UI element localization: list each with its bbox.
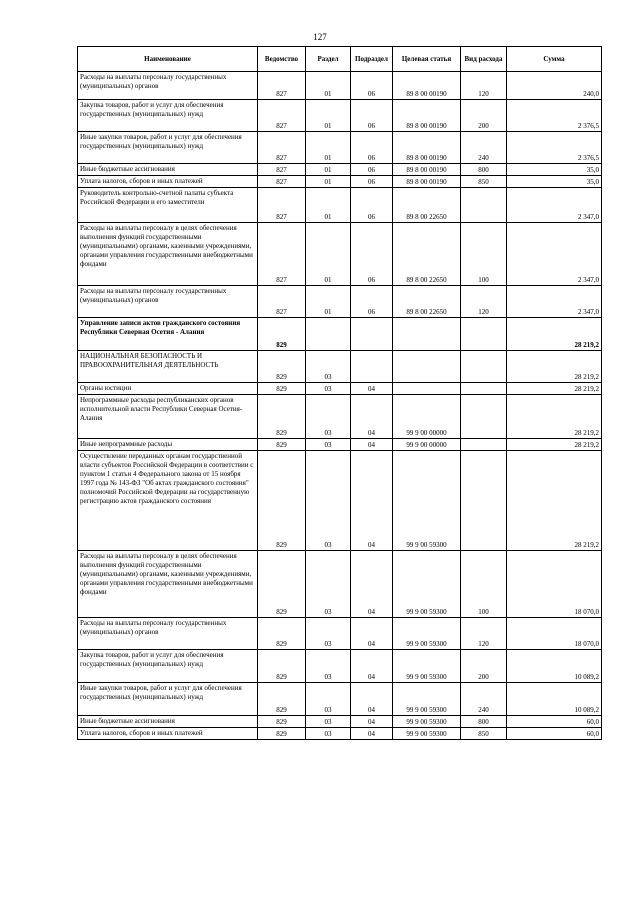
- section-cell: 03: [306, 683, 351, 716]
- kind-cell: [461, 439, 507, 451]
- subsection-cell: 04: [351, 650, 393, 683]
- sum-cell: 28 219,2: [507, 451, 602, 551]
- dept-cell: 827: [258, 132, 306, 164]
- target-cell: 99 9 00 59300: [393, 551, 461, 618]
- target-cell: 89 8 00 22650: [393, 286, 461, 318]
- header-subsection: Подраздел: [351, 47, 393, 72]
- header-sum: Сумма: [507, 47, 602, 72]
- kind-cell: 240: [461, 132, 507, 164]
- header-name: Наименование: [78, 47, 258, 72]
- kind-cell: 100: [461, 223, 507, 286]
- dept-cell: 829: [258, 351, 306, 383]
- table-row: [78, 72, 602, 100]
- target-cell: 99 9 00 59300: [393, 618, 461, 650]
- header-dept: Ведомство: [258, 47, 306, 72]
- sum-cell: 18 070,0: [507, 618, 602, 650]
- sum-cell: 2 347,0: [507, 286, 602, 318]
- sum-cell: 28 219,2: [507, 439, 602, 451]
- subsection-cell: 06: [351, 100, 393, 132]
- subsection-cell: 06: [351, 132, 393, 164]
- table-header: [78, 47, 602, 72]
- target-cell: 99 9 00 59300: [393, 451, 461, 551]
- kind-cell: [461, 395, 507, 439]
- dept-cell: 829: [258, 683, 306, 716]
- subsection-cell: 06: [351, 188, 393, 223]
- dept-cell: 827: [258, 286, 306, 318]
- dept-cell: 827: [258, 100, 306, 132]
- header-section: Раздел: [306, 47, 351, 72]
- sum-cell: 60,0: [507, 716, 602, 728]
- subsection-cell: 04: [351, 716, 393, 728]
- target-cell: [393, 318, 461, 351]
- name-cell: Закупка товаров, работ и услуг для обеспечения государственных (муниципальных) нужд: [78, 650, 258, 683]
- table-row: [78, 683, 602, 716]
- sum-cell: 18 070,0: [507, 551, 602, 618]
- table-row: [78, 551, 602, 618]
- target-cell: 99 9 00 59300: [393, 716, 461, 728]
- table-body: [78, 72, 602, 740]
- target-cell: [393, 351, 461, 383]
- table-row: [78, 650, 602, 683]
- name-cell: Закупка товаров, работ и услуг для обеспечения государственных (муниципальных) нужд: [78, 100, 258, 132]
- section-cell: 01: [306, 223, 351, 286]
- name-cell: Осуществление переданных органам государственной власти субъектов Российской Федерации в соответствии с пунктом 1 статьи 4 Федерального закона от 15 ноября 1997 года № 143-ФЗ "Об актах гражданского состояния" полномочий Российской Федерации на государственную регистрацию актов гражданского состояния: [78, 451, 258, 551]
- sum-cell: 35,0: [507, 164, 602, 176]
- name-cell: Органы юстиции: [78, 383, 258, 395]
- page-number: 127: [313, 32, 327, 42]
- sum-cell: 28 219,2: [507, 395, 602, 439]
- kind-cell: 850: [461, 728, 507, 740]
- dept-cell: 829: [258, 439, 306, 451]
- target-cell: 99 9 00 59300: [393, 650, 461, 683]
- section-cell: 03: [306, 351, 351, 383]
- target-cell: 89 8 00 00190: [393, 176, 461, 188]
- subsection-cell: 04: [351, 618, 393, 650]
- subsection-cell: [351, 318, 393, 351]
- section-cell: 03: [306, 650, 351, 683]
- dept-cell: 829: [258, 318, 306, 351]
- table-row: [78, 451, 602, 551]
- target-cell: 99 9 00 00000: [393, 395, 461, 439]
- name-cell: Расходы на выплаты персоналу в целях обеспечения выполнения функций государственными (муниципальными) органами, казенными учреждениями, органами управления государственными внебюджетными фондами: [78, 551, 258, 618]
- name-cell: Уплата налогов, сборов и иных платежей: [78, 728, 258, 740]
- subsection-cell: 04: [351, 683, 393, 716]
- section-cell: [306, 318, 351, 351]
- sum-cell: 35,0: [507, 176, 602, 188]
- subsection-cell: 06: [351, 176, 393, 188]
- kind-cell: 800: [461, 716, 507, 728]
- subsection-cell: 06: [351, 286, 393, 318]
- subsection-cell: 06: [351, 72, 393, 100]
- sum-cell: 60,0: [507, 728, 602, 740]
- table-row: [78, 716, 602, 728]
- name-cell: Непрограммные расходы республиканских органов исполнительной власти Республики Северная Осетия-Алания: [78, 395, 258, 439]
- name-cell: НАЦИОНАЛЬНАЯ БЕЗОПАСНОСТЬ И ПРАВООХРАНИТЕЛЬНАЯ ДЕЯТЕЛЬНОСТЬ: [78, 351, 258, 383]
- section-cell: 03: [306, 451, 351, 551]
- section-cell: 03: [306, 439, 351, 451]
- sum-cell: 2 347,0: [507, 188, 602, 223]
- table-row: [78, 286, 602, 318]
- table-row: [78, 100, 602, 132]
- dept-cell: 829: [258, 650, 306, 683]
- header-row: [78, 47, 602, 72]
- target-cell: 99 9 00 59300: [393, 683, 461, 716]
- sum-cell: 240,0: [507, 72, 602, 100]
- budget-table: [77, 46, 602, 740]
- table-row: [78, 176, 602, 188]
- name-cell: Расходы на выплаты персоналу государственных (муниципальных) органов: [78, 286, 258, 318]
- sum-cell: 2 347,0: [507, 223, 602, 286]
- name-cell: Иные бюджетные ассигнования: [78, 164, 258, 176]
- kind-cell: 850: [461, 176, 507, 188]
- kind-cell: [461, 451, 507, 551]
- dept-cell: 829: [258, 551, 306, 618]
- table-row: [78, 395, 602, 439]
- sum-cell: 28 219,2: [507, 351, 602, 383]
- kind-cell: [461, 318, 507, 351]
- subsection-cell: 06: [351, 223, 393, 286]
- subsection-cell: 04: [351, 728, 393, 740]
- name-cell: Расходы на выплаты персоналу государственных (муниципальных) органов: [78, 618, 258, 650]
- dept-cell: 827: [258, 223, 306, 286]
- section-cell: 01: [306, 100, 351, 132]
- dept-cell: 827: [258, 164, 306, 176]
- target-cell: 89 8 00 22650: [393, 223, 461, 286]
- kind-cell: 120: [461, 72, 507, 100]
- dept-cell: 829: [258, 395, 306, 439]
- kind-cell: 120: [461, 286, 507, 318]
- table-row: [78, 318, 602, 351]
- name-cell: Иные закупки товаров, работ и услуг для обеспечения государственных (муниципальных) нужд: [78, 132, 258, 164]
- sum-cell: 10 089,2: [507, 683, 602, 716]
- section-cell: 01: [306, 164, 351, 176]
- table-row: [78, 188, 602, 223]
- name-cell: Иные закупки товаров, работ и услуг для обеспечения государственных (муниципальных) нужд: [78, 683, 258, 716]
- target-cell: 89 8 00 00190: [393, 72, 461, 100]
- sum-cell: 10 089,2: [507, 650, 602, 683]
- dept-cell: 827: [258, 188, 306, 223]
- name-cell: Руководитель контрольно-счетной палаты субъекта Российской Федерации и его заместители: [78, 188, 258, 223]
- kind-cell: 120: [461, 618, 507, 650]
- subsection-cell: 04: [351, 439, 393, 451]
- section-cell: 03: [306, 383, 351, 395]
- target-cell: 89 8 00 00190: [393, 164, 461, 176]
- name-cell: Уплата налогов, сборов и иных платежей: [78, 176, 258, 188]
- kind-cell: 240: [461, 683, 507, 716]
- section-cell: 01: [306, 132, 351, 164]
- kind-cell: [461, 188, 507, 223]
- section-cell: 01: [306, 188, 351, 223]
- target-cell: [393, 383, 461, 395]
- name-cell: Расходы на выплаты персоналу государственных (муниципальных) органов: [78, 72, 258, 100]
- name-cell: Иные непрограммные расходы: [78, 439, 258, 451]
- name-cell: Управление записи актов гражданского состояния Республики Северная Осетия - Алания: [78, 318, 258, 351]
- dept-cell: 829: [258, 383, 306, 395]
- sum-cell: 28 219,2: [507, 383, 602, 395]
- subsection-cell: 04: [351, 395, 393, 439]
- section-cell: 03: [306, 551, 351, 618]
- section-cell: 03: [306, 395, 351, 439]
- kind-cell: 200: [461, 650, 507, 683]
- table-row: [78, 351, 602, 383]
- section-cell: 01: [306, 176, 351, 188]
- kind-cell: [461, 383, 507, 395]
- table-row: [78, 383, 602, 395]
- sum-cell: 2 376,5: [507, 100, 602, 132]
- section-cell: 03: [306, 728, 351, 740]
- section-cell: 03: [306, 618, 351, 650]
- sum-cell: 2 376,5: [507, 132, 602, 164]
- target-cell: 89 8 00 00190: [393, 100, 461, 132]
- dept-cell: 827: [258, 176, 306, 188]
- dept-cell: 829: [258, 728, 306, 740]
- table-row: [78, 132, 602, 164]
- section-cell: 01: [306, 286, 351, 318]
- subsection-cell: [351, 351, 393, 383]
- header-target: Целевая статья: [393, 47, 461, 72]
- dept-cell: 829: [258, 618, 306, 650]
- table-row: [78, 223, 602, 286]
- subsection-cell: 04: [351, 451, 393, 551]
- table-row: [78, 728, 602, 740]
- target-cell: 89 8 00 22650: [393, 188, 461, 223]
- sum-cell: 28 219,2: [507, 318, 602, 351]
- table-row: [78, 439, 602, 451]
- dept-cell: 829: [258, 716, 306, 728]
- subsection-cell: 04: [351, 383, 393, 395]
- name-cell: Расходы на выплаты персоналу в целях обеспечения выполнения функций государственными (муниципальными) органами, казенными учреждениями, органами управления государственными внебюджетными фондами: [78, 223, 258, 286]
- dept-cell: 829: [258, 451, 306, 551]
- table-row: [78, 618, 602, 650]
- header-kind: Вид расхода: [461, 47, 507, 72]
- section-cell: 01: [306, 72, 351, 100]
- dept-cell: 827: [258, 72, 306, 100]
- kind-cell: [461, 351, 507, 383]
- target-cell: 99 9 00 00000: [393, 439, 461, 451]
- target-cell: 99 9 00 59300: [393, 728, 461, 740]
- table-row: [78, 164, 602, 176]
- subsection-cell: 04: [351, 551, 393, 618]
- kind-cell: 800: [461, 164, 507, 176]
- subsection-cell: 06: [351, 164, 393, 176]
- kind-cell: 100: [461, 551, 507, 618]
- name-cell: Иные бюджетные ассигнования: [78, 716, 258, 728]
- target-cell: 89 8 00 00190: [393, 132, 461, 164]
- kind-cell: 200: [461, 100, 507, 132]
- section-cell: 03: [306, 716, 351, 728]
